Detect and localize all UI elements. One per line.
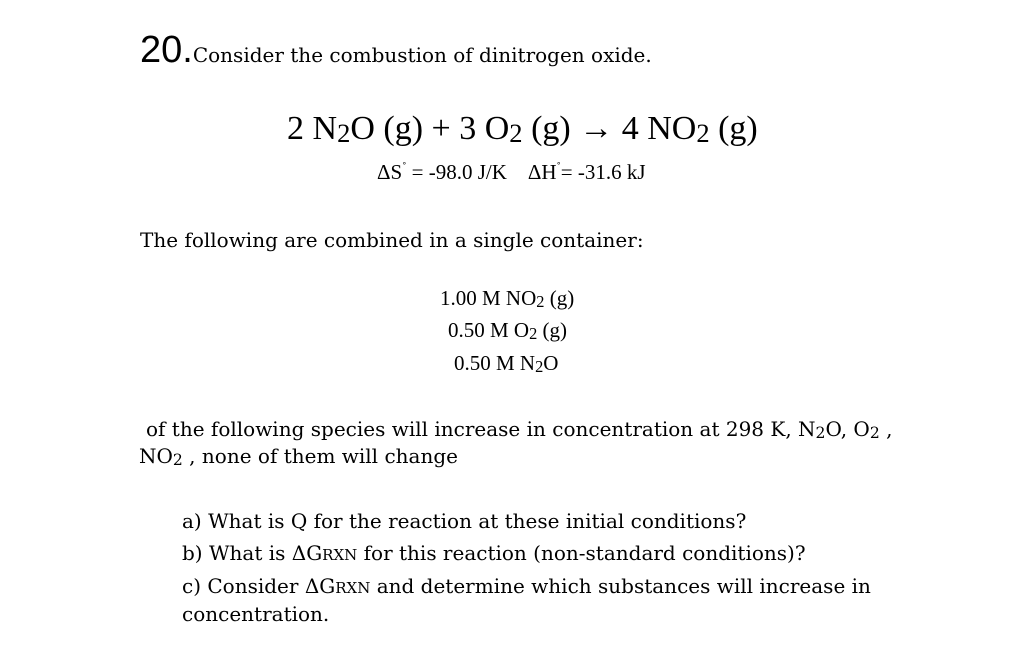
reactant-2-state: (g) <box>531 110 571 147</box>
species-statement-line-2: $NO_2$ , none of them will change <box>139 444 458 469</box>
reactant-2: $O_2$ <box>484 110 523 149</box>
concentration-item: 1.00 M $NO_2$ (g) <box>440 286 575 311</box>
product-1-state: (g) <box>718 110 758 147</box>
concentration-item: 0.50 M $N_2O$ <box>454 351 559 376</box>
reactant-1: $N_2O$ <box>312 110 375 149</box>
coef-3: 4 <box>621 110 639 147</box>
reaction-equation <box>287 110 758 148</box>
coef-2: 3 <box>459 110 477 147</box>
delta-s: ΔS˚ = -98.0 J/K <box>377 160 507 184</box>
coef-1: 2 <box>287 110 304 147</box>
question-header <box>140 31 652 69</box>
delta-h: ΔH˚= -31.6 kJ <box>527 160 646 184</box>
combined-statement: The following are combined in a single container: <box>140 228 644 252</box>
plus-sign: + <box>431 110 451 147</box>
part-c-continuation: concentration. <box>182 602 330 626</box>
species-statement-line-1: of the following species will increase in concentration at 298 K, $N_2O$, $O_2$ , <box>146 417 893 442</box>
product-1: $NO_2$ <box>647 110 710 149</box>
part-c: c) Consider ΔGRXN and determine which substances will increase in <box>182 574 871 598</box>
concentration-item: 0.50 M $O_2$ (g) <box>448 318 568 343</box>
part-b: b) What is ΔGRXN for this reaction (non-standard conditions)? <box>182 541 806 565</box>
thermo-values <box>377 160 646 185</box>
question-number: 20. <box>140 29 193 71</box>
reactant-1-state: (g) <box>383 110 424 147</box>
part-a: a) What is Q for the reaction at these initial conditions? <box>182 509 747 533</box>
reaction-arrow: → <box>579 110 614 147</box>
question-title: Consider the combustion of dinitrogen oxide. <box>192 43 652 67</box>
